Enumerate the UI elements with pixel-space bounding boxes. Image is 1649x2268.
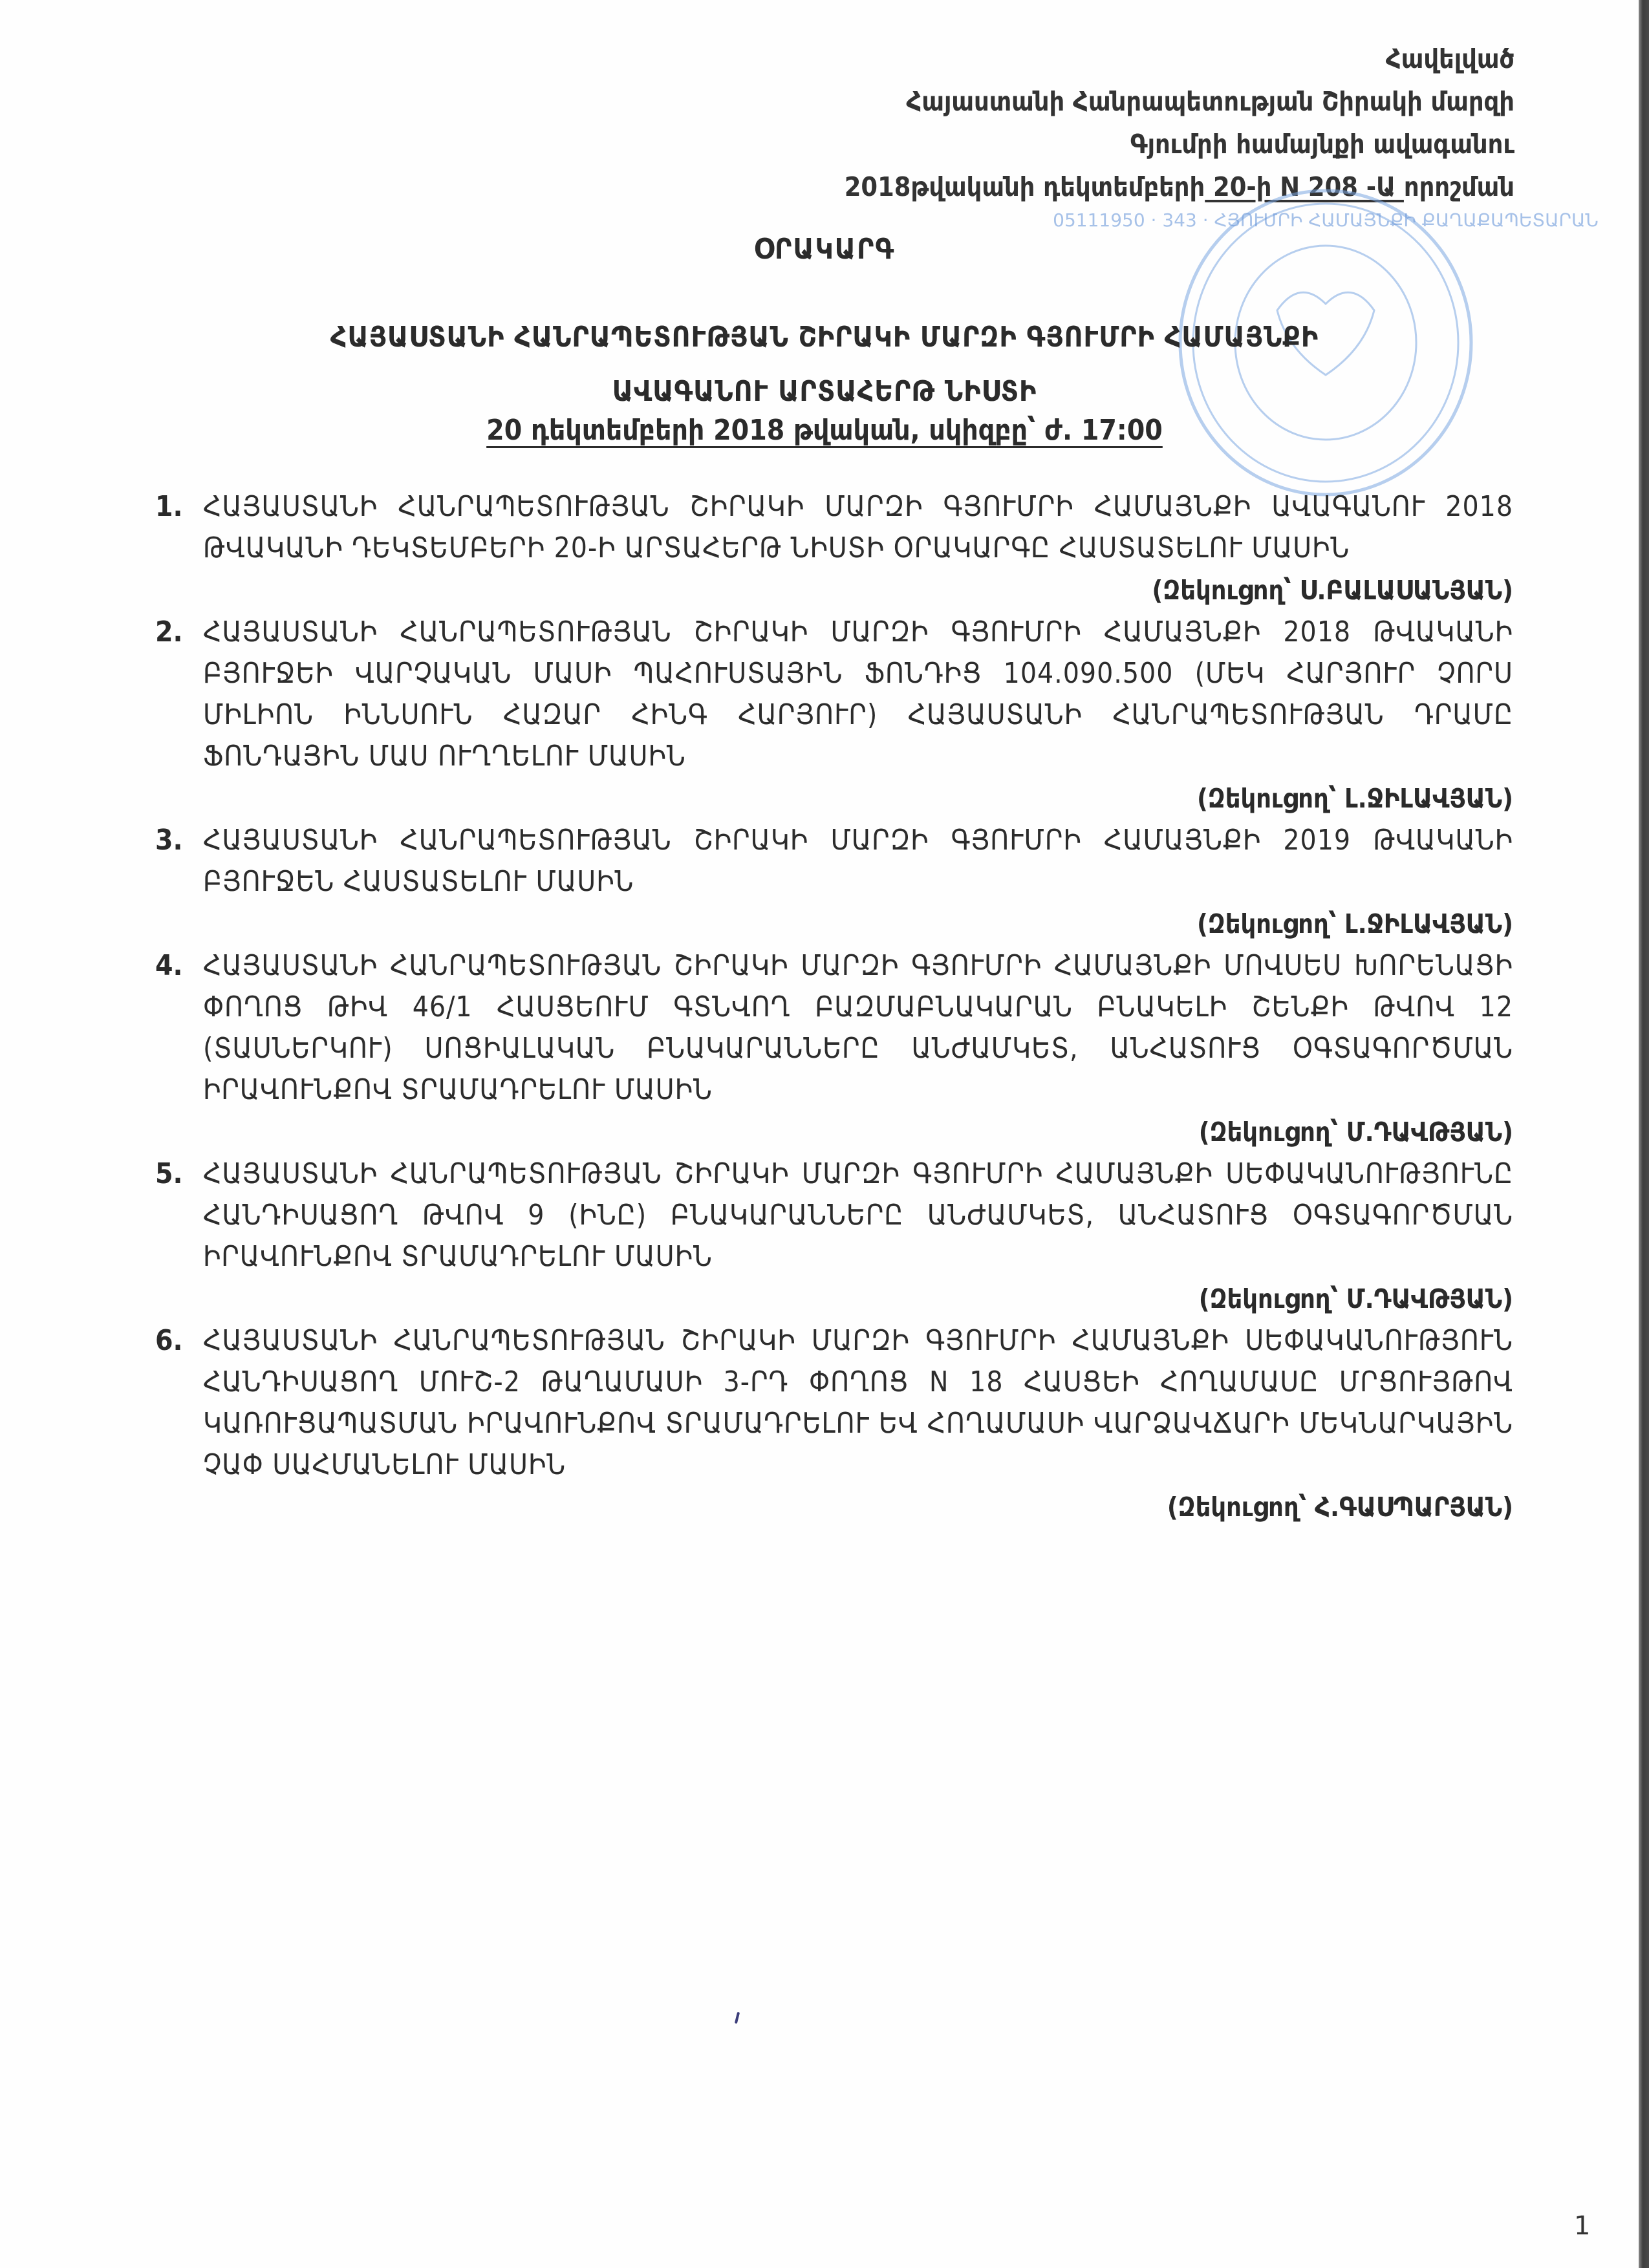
agenda-item xyxy=(155,486,1513,606)
appendix-header xyxy=(845,37,1514,208)
agenda-item-speaker: (Զեկուցող՝ Լ.ՋԻԼԱՎՅԱՆ) xyxy=(1196,908,1513,939)
decision-suffix: որոշման xyxy=(1403,171,1514,202)
agenda-item-number: 5. xyxy=(155,1157,183,1190)
session-date: 20 դեկտեմբերի 2018 թվական, սկիզբը՝ ժ. 17:00 xyxy=(486,414,1163,447)
agenda-item-number: 2. xyxy=(155,615,183,648)
agenda-item-number: 4. xyxy=(155,949,183,982)
session-title xyxy=(0,310,1649,419)
decision-date: 2018թվականի դեկտեմբերի xyxy=(844,171,1205,202)
agenda-item-text: ՀԱՅԱՍՏԱՆԻ ՀԱՆՐԱՊԵՏՈՒԹՅԱՆ ՇԻՐԱԿԻ ՄԱՐԶԻ ԳՅՈՒՄՐԻ ՀԱՄԱՅՆՔԻ ՄՈՎՍԵՍ ԽՈՐԵՆԱՑԻ ՓՈՂՈՑ ԹԻՎ 46/1 ՀԱՍՑԵՈՒՄ ԳՏՆՎՈՂ ԲԱԶՄԱԲՆԱԿԱՐԱՆ ԲՆԱԿԵԼԻ ՇԵՆՔԻ ԹՎՈՎ 12 (ՏԱՍՆԵՐԿՈՒ) ՍՈՑԻԱԼԱԿԱՆ ԲՆԱԿԱՐԱՆՆԵՐԸ ԱՆԺԱՄԿԵՏ, ԱՆՀԱՏՈՒՑ ՕԳՏԱԳՈՐԾՄԱՆ ԻՐԱՎՈՒՆՔՈՎ ՏՐԱՄԱԴՐԵԼՈՒ ՄԱՍԻՆ xyxy=(203,949,1513,1106)
pen-mark xyxy=(735,2012,740,2024)
agenda-item-text: ՀԱՅԱՍՏԱՆԻ ՀԱՆՐԱՊԵՏՈՒԹՅԱՆ ՇԻՐԱԿԻ ՄԱՐԶԻ ԳՅՈՒՄՐԻ ՀԱՄԱՅՆՔԻ 2018 ԹՎԱԿԱՆԻ ԲՅՈՒՋԵԻ ՎԱՐՉԱԿԱՆ ՄԱՍԻ ՊԱՀՈՒՍՏԱՅԻՆ ՖՈՆԴԻՑ 104.090.500 (ՄԵԿ ՀԱՐՅՈՒՐ ՉՈՐՍ ՄԻԼԻՈՆ ԻՆՆՍՈՒՆ ՀԱԶԱՐ ՀԻՆԳ ՀԱՐՅՈՒՐ) ՀԱՅԱՍՏԱՆԻ ՀԱՆՐԱՊԵՏՈՒԹՅԱՆ ԴՐԱՄԸ ՖՈՆԴԱՅԻՆ ՄԱՍ ՈՒՂՂԵԼՈՒ ՄԱՍԻՆ xyxy=(203,615,1513,773)
agenda-item-speaker: (Զեկուցող՝ Հ.ԳԱՍՊԱՐՅԱՆ) xyxy=(1167,1492,1513,1523)
agenda-item-text: ՀԱՅԱՍՏԱՆԻ ՀԱՆՐԱՊԵՏՈՒԹՅԱՆ ՇԻՐԱԿԻ ՄԱՐԶԻ ԳՅՈՒՄՐԻ ՀԱՄԱՅՆՔԻ ԱՎԱԳԱՆՈՒ 2018 ԹՎԱԿԱՆԻ ԴԵԿՏԵՄԲԵՐԻ 20-Ի ԱՐՏԱՀԵՐԹ ՆԻՍՏԻ ՕՐԱԿԱՐԳԸ ՀԱՍՏԱՏԵԼՈՒ ՄԱՍԻՆ xyxy=(203,490,1513,564)
agenda-item-text: ՀԱՅԱՍՏԱՆԻ ՀԱՆՐԱՊԵՏՈՒԹՅԱՆ ՇԻՐԱԿԻ ՄԱՐԶԻ ԳՅՈՒՄՐԻ ՀԱՄԱՅՆՔԻ 2019 ԹՎԱԿԱՆԻ ԲՅՈՒՋԵՆ ՀԱՍՏԱՏԵԼՈՒ ՄԱՍԻՆ xyxy=(203,824,1513,898)
decision-number: 20-ի N 208 -Ա xyxy=(1205,171,1404,202)
agenda-item xyxy=(155,820,1513,940)
document-type-title: ՕՐԱԿԱՐԳ xyxy=(753,233,896,266)
agenda-item-text: ՀԱՅԱՍՏԱՆԻ ՀԱՆՐԱՊԵՏՈՒԹՅԱՆ ՇԻՐԱԿԻ ՄԱՐԶԻ ԳՅՈՒՄՐԻ ՀԱՄԱՅՆՔԻ ՍԵՓԱԿԱՆՈՒԹՅՈՒՆԸ ՀԱՆԴԻՍԱՑՈՂ ԹՎՈՎ 9 (ԻՆԸ) ԲՆԱԿԱՐԱՆՆԵՐԸ ԱՆԺԱՄԿԵՏ, ԱՆՀԱՏՈՒՑ ՕԳՏԱԳՈՐԾՄԱՆ ԻՐԱՎՈՒՆՔՈՎ ՏՐԱՄԱԴՐԵԼՈՒ ՄԱՍԻՆ xyxy=(203,1157,1513,1273)
agenda-item-speaker: (Զեկուցող՝ Մ.ԴԱՎԹՅԱՆ) xyxy=(1198,1283,1513,1314)
header-line-council: Գյումրի համայնքի ավագանու xyxy=(1130,129,1514,160)
agenda-item xyxy=(155,945,1513,1148)
agenda-item-speaker: (Զեկուցող՝ Լ.ՋԻԼԱՎՅԱՆ) xyxy=(1196,783,1513,814)
agenda-item-text: ՀԱՅԱՍՏԱՆԻ ՀԱՆՐԱՊԵՏՈՒԹՅԱՆ ՇԻՐԱԿԻ ՄԱՐԶԻ ԳՅՈՒՄՐԻ ՀԱՄԱՅՆՔԻ ՍԵՓԱԿԱՆՈՒԹՅՈՒՆ ՀԱՆԴԻՍԱՑՈՂ ՄՈՒՇ-2 ԹԱՂԱՄԱՍԻ 3-ՐԴ ՓՈՂՈՑ N 18 ՀԱՍՑԵԻ ՀՈՂԱՄԱՍԸ ՄՐՑՈՒՅԹՈՎ ԿԱՌՈՒՑԱՊԱՏՄԱՆ ԻՐԱՎՈՒՆՔՈՎ ՏՐԱՄԱԴՐԵԼՈՒ ԵՎ ՀՈՂԱՄԱՍԻ ՎԱՐՁԱՎՃԱՐԻ ՄԵԿՆԱՐԿԱՅԻՆ ՉԱՓ ՍԱՀՄԱՆԵԼՈՒ ՄԱՍԻՆ xyxy=(203,1324,1513,1481)
agenda-item-speaker: (Զեկուցող՝ Մ.ԴԱՎԹՅԱՆ) xyxy=(1198,1117,1513,1148)
seal-text: 05111950 · 343 · ՀՅՈՒՄՐԻ ՀԱՄԱՅՆՔԻ ՔԱՂԱՔԱՊԵՏԱՐԱՆ xyxy=(1053,209,1599,231)
page-number: 1 xyxy=(1574,2211,1591,2241)
header-line-decision xyxy=(845,166,1514,208)
agenda-item xyxy=(155,1320,1513,1523)
appendix-label: Հավելված xyxy=(1385,43,1514,74)
agenda-item-number: 1. xyxy=(155,490,183,523)
agenda-item-number: 6. xyxy=(155,1324,183,1357)
session-date-line xyxy=(0,414,1649,447)
session-title-line-1: ՀԱՅԱՍՏԱՆԻ ՀԱՆՐԱՊԵՏՈՒԹՅԱՆ ՇԻՐԱԿԻ ՄԱՐԶԻ ԳՅՈՒՄՐԻ ՀԱՄԱՅՆՔԻ xyxy=(330,321,1319,354)
agenda-list xyxy=(155,486,1513,1528)
agenda-item xyxy=(155,612,1513,815)
agenda-item-number: 3. xyxy=(155,824,183,857)
agenda-item-speaker: (Զեկուցող՝ Ս.ԲԱԼԱՍԱՆՅԱՆ) xyxy=(1152,575,1513,606)
agenda-item xyxy=(155,1153,1513,1315)
header-line-region: Հայաստանի Հանրապետության Շիրակի մարզի xyxy=(906,86,1514,117)
session-title-line-2: ԱՎԱԳԱՆՈՒ ԱՐՏԱՀԵՐԹ ՆԻՍՏԻ xyxy=(612,375,1037,408)
